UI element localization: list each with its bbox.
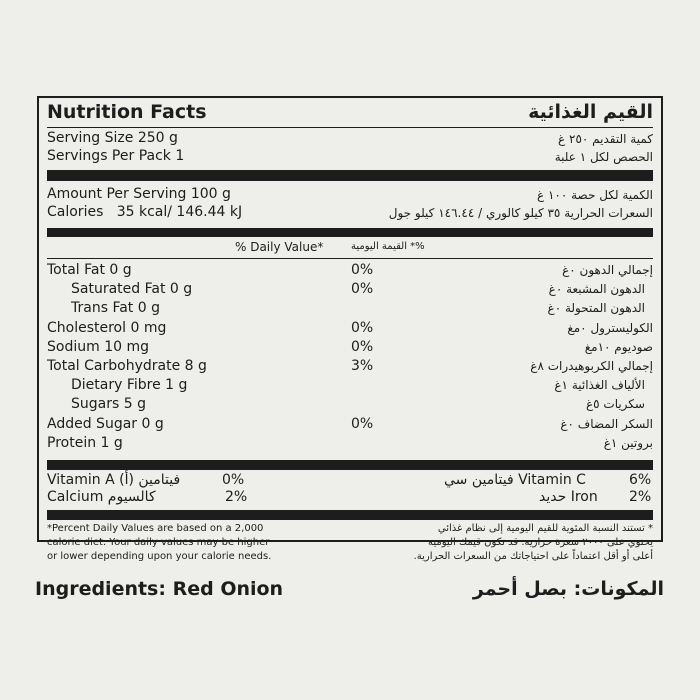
nutrient-name-en: Added Sugar 0 g [47, 416, 164, 432]
nutrient-name-ar: بروتين ١غ [603, 436, 653, 450]
calories-en: Calories 35 kcal/ 146.44 kJ [47, 204, 243, 220]
dv-header-divider [47, 258, 653, 259]
calories-ar: السعرات الحرارية ٣٥ كيلو كالوري / ١٤٦.٤٤ كيلو جول [388, 206, 653, 220]
nutrient-name-ar: الدهون المتحولة ٠غ [547, 301, 645, 315]
nutrient-name-ar: إجمالي الكربوهيدرات ٨غ [530, 359, 653, 373]
serving-size-ar: كمية التقديم ٢٥٠ غ [558, 132, 653, 146]
nutrient-name-ar: صوديوم ١٠مغ [584, 340, 653, 354]
thick-divider [47, 170, 653, 181]
nutrient-name-ar: إجمالي الدهون ٠غ [562, 263, 653, 277]
medium-divider [47, 228, 653, 237]
vitamin-a-label: Vitamin A (أ) فيتامين [47, 472, 181, 488]
footnote-en-3: or lower depending upon your calorie needs. [47, 551, 272, 562]
ingredients-ar: المكونات: بصل أحمر [472, 578, 664, 600]
iron-label: حديد Iron [539, 489, 598, 505]
nutrient-name-en: Sodium 10 mg [47, 339, 149, 355]
title-ar: القيم الغذائية [528, 101, 653, 123]
nutrient-dv: 0% [351, 320, 374, 336]
calcium-label: Calcium كالسيوم [47, 489, 156, 505]
vitamins-divider [47, 460, 653, 470]
vitamin-c-label: فيتامين سي Vitamin C [444, 472, 586, 488]
nutrient-name-en: Protein 1 g [47, 435, 123, 451]
nutrition-facts-label [37, 96, 663, 562]
nutrient-name-ar: الكوليسترول ٠مغ [567, 321, 653, 335]
servings-per-pack-en: Servings Per Pack 1 [47, 148, 185, 164]
title-divider [47, 127, 653, 128]
nutrient-name-ar: السكر المضاف ٠غ [560, 417, 653, 431]
nutrient-name-en: Dietary Fibre 1 g [71, 377, 188, 393]
footnote-ar-2: يحتوي على ٢٠٠٠ سعرة حرارية. قد تكون قيمك اليومية [428, 537, 653, 548]
nutrient-name-en: Saturated Fat 0 g [71, 281, 193, 297]
footnote-ar-1: * تستند النسبة المئوية للقيم اليومية إلى نظام غذائي [437, 523, 653, 534]
calcium-dv: 2% [225, 489, 248, 505]
dv-header-ar: %* القيمة اليومية [351, 241, 425, 252]
nutrient-dv: 0% [351, 416, 374, 432]
vitamin-a-dv: 0% [222, 472, 245, 488]
nutrient-dv: 0% [351, 262, 374, 278]
title-en: Nutrition Facts [47, 101, 207, 123]
serving-size-en: Serving Size 250 g [47, 130, 178, 146]
amount-per-serving-en: Amount Per Serving 100 g [47, 186, 231, 202]
ingredients-en: Ingredients: Red Onion [35, 578, 284, 600]
footnote-en-2: calorie diet. Your daily values may be higher [47, 537, 270, 548]
nutrient-dv: 0% [351, 281, 374, 297]
iron-dv: 2% [629, 489, 652, 505]
nutrient-dv: 0% [351, 339, 374, 355]
footnote-en-1: *Percent Daily Values are based on a 2,000 [47, 523, 264, 534]
nutrient-dv: 3% [351, 358, 374, 374]
amount-per-serving-ar: الكمية لكل حصة ١٠٠ غ [536, 188, 653, 202]
nutrient-name-ar: سكريات ٥غ [585, 397, 645, 411]
nutrient-name-en: Sugars 5 g [71, 396, 146, 412]
nutrient-name-ar: الألياف الغذائية ١غ [554, 378, 645, 392]
nutrient-name-ar: الدهون المشبعة ٠غ [548, 282, 645, 296]
nutrient-name-en: Total Carbohydrate 8 g [47, 358, 207, 374]
footnote-divider [47, 510, 653, 520]
nutrient-name-en: Cholesterol 0 mg [47, 320, 167, 336]
servings-per-pack-ar: الحصص لكل ١ علبة [554, 150, 653, 164]
footnote-ar-3: أعلى أو أقل اعتماداً على احتياجاتك من السعرات الحرارية. [413, 551, 653, 562]
nutrient-name-en: Trans Fat 0 g [71, 300, 160, 316]
dv-header-en: % Daily Value* [235, 240, 324, 254]
nutrient-name-en: Total Fat 0 g [47, 262, 132, 278]
vitamin-c-dv: 6% [629, 472, 652, 488]
